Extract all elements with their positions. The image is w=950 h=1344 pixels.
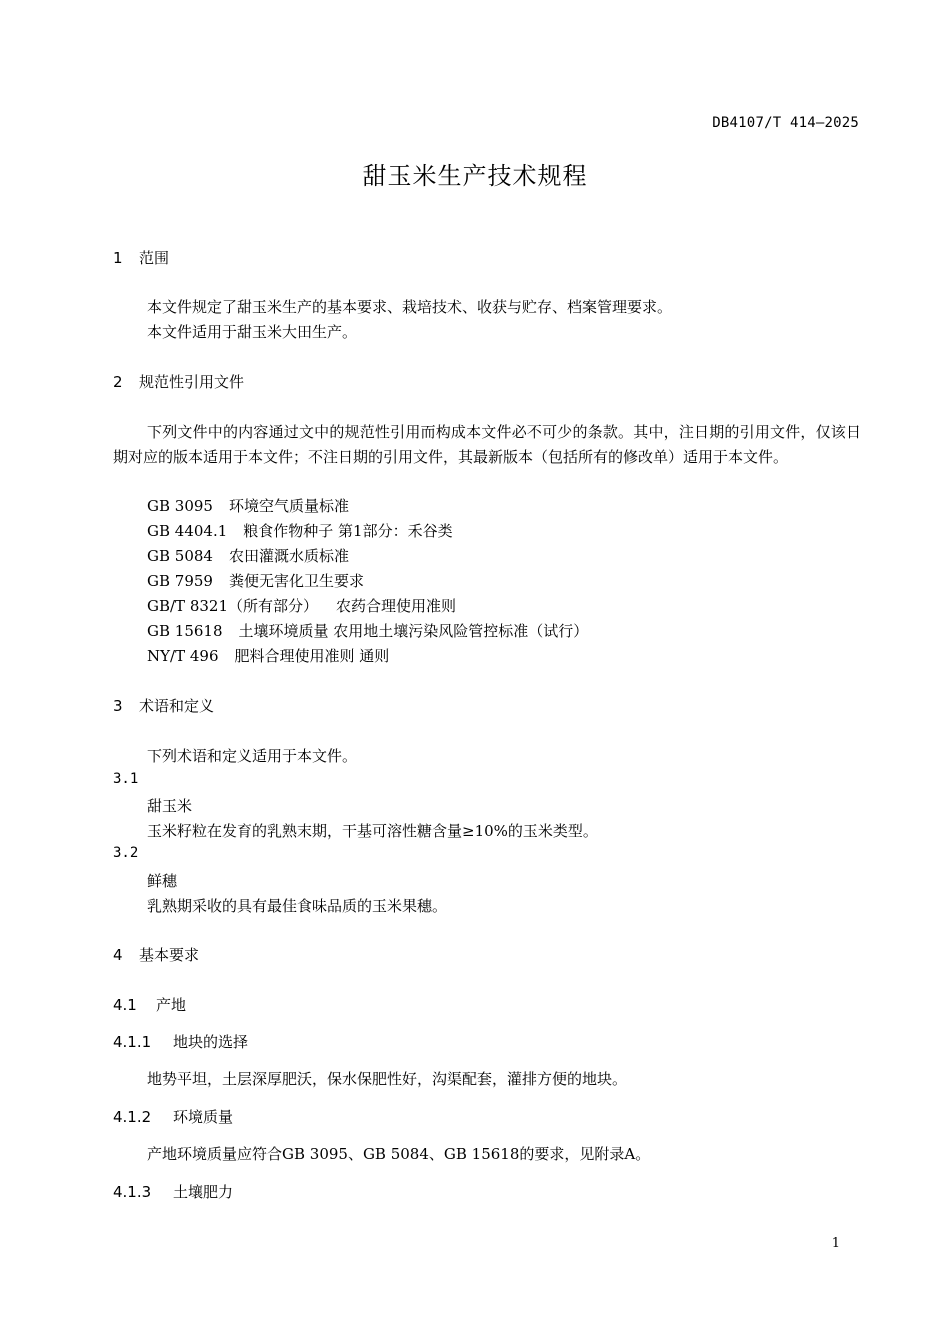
subsection-number: 4.1.2 [113,1108,152,1126]
standard-code: DB4107/T 414—2025 [712,115,859,131]
subsection-title: 地块的选择 [173,1033,249,1051]
reference-name: 粮食作物种子 第1部分：禾谷类 [243,522,453,540]
term-definition: 乳熟期采收的具有最佳食味品质的玉米果穗。 [147,897,448,915]
section-heading-2 [113,371,244,392]
section-number: 3 [113,697,123,715]
page-number: 1 [831,1236,840,1251]
section-number: 1 [113,249,123,267]
subsection-title: 环境质量 [173,1108,234,1126]
subsection-number: 4.1.1 [113,1033,152,1051]
reference-item [147,595,456,616]
section-heading-1 [113,247,169,268]
normative-references-intro: 下列文件中的内容通过文中的规范性引用而构成本文件必不可少的条款。其中，注日期的引用文件，仅该日期对应的版本适用于本文件；不注日期的引用文件，其最新版本（包括所有的修改单）适用于本文件。 [113,423,861,466]
section-heading-4 [113,944,199,965]
term-number: 3.2 [113,845,139,861]
reference-code: GB 7959 [147,572,213,590]
subsection-heading-4-1-1 [113,1031,248,1052]
document-title: 甜玉米生产技术规程 [362,162,588,190]
plot-selection-text: 地势平坦，土层深厚肥沃，保水保肥性好，沟渠配套，灌排方便的地块。 [147,1070,628,1088]
reference-item [147,645,389,666]
reference-item [147,545,349,566]
reference-code: GB 4404.1 [147,522,228,540]
section-title: 基本要求 [139,946,200,964]
reference-item [147,620,588,641]
section-number: 2 [113,373,123,391]
subsection-heading-4-1 [113,994,186,1015]
reference-name: 农药合理使用准则 [336,597,457,615]
reference-name: 肥料合理使用准则 通则 [234,647,390,665]
reference-code: NY/T 496 [147,647,219,665]
reference-code: GB/T 8321（所有部分） [147,597,319,615]
scope-paragraph-1: 本文件规定了甜玉米生产的基本要求、栽培技术、收获与贮存、档案管理要求。 [147,298,673,316]
reference-name: 土壤环境质量 农用地土壤污染风险管控标准（试行） [238,622,589,640]
section-number: 4 [113,946,123,964]
reference-item [147,570,364,591]
section-title: 范围 [139,249,170,267]
term-number: 3.1 [113,771,139,787]
reference-name: 粪便无害化卫生要求 [228,572,364,590]
section-title: 术语和定义 [139,697,215,715]
term-name: 鲜穗 [147,872,178,890]
scope-paragraph-2: 本文件适用于甜玉米大田生产。 [147,323,358,341]
subsection-number: 4.1.3 [113,1183,152,1201]
term-name: 甜玉米 [147,797,193,815]
term-definition: 玉米籽粒在发育的乳熟末期，干基可溶性糖含量≥10%的玉米类型。 [147,822,598,840]
reference-item [147,520,453,541]
reference-code: GB 3095 [147,497,213,515]
reference-name: 环境空气质量标准 [228,497,349,515]
reference-item [147,495,349,516]
subsection-heading-4-1-2 [113,1106,233,1127]
terms-intro: 下列术语和定义适用于本文件。 [147,747,358,765]
subsection-title: 土壤肥力 [173,1183,234,1201]
subsection-heading-4-1-3 [113,1181,233,1202]
subsection-number: 4.1 [113,996,137,1014]
subsection-title: 产地 [156,996,187,1014]
section-heading-3 [113,695,214,716]
section-title: 规范性引用文件 [139,373,245,391]
reference-name: 农田灌溉水质标准 [228,547,349,565]
reference-code: GB 15618 [147,622,223,640]
reference-code: GB 5084 [147,547,213,565]
environment-quality-text: 产地环境质量应符合GB 3095、GB 5084、GB 15618的要求，见附录A。 [147,1145,651,1163]
